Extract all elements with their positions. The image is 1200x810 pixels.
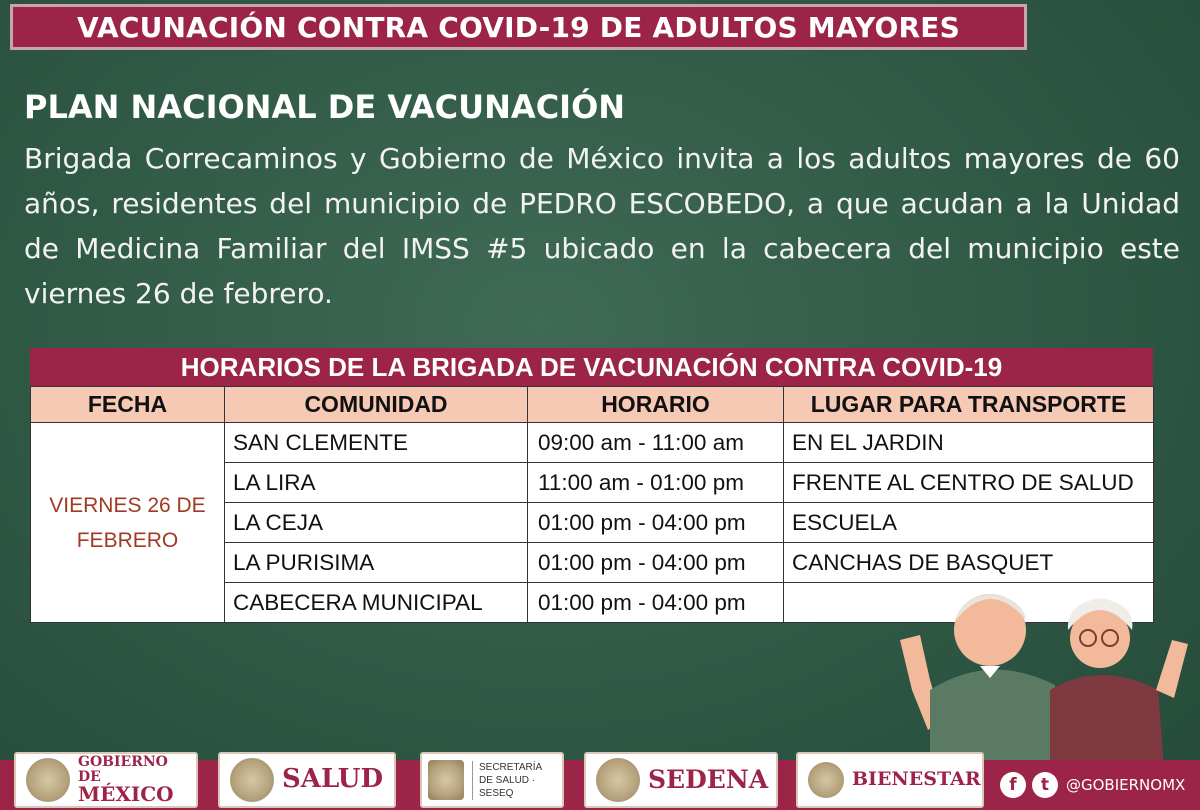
comunidad-cell: LA CEJA	[225, 503, 528, 543]
social-handle[interactable]: @GOBIERNOMX	[1066, 776, 1186, 794]
header-comunidad: COMUNIDAD	[225, 387, 528, 423]
seal-icon	[230, 758, 274, 802]
header-fecha: FECHA	[31, 387, 225, 423]
header-lugar: LUGAR PARA TRANSPORTE	[784, 387, 1154, 423]
table-row	[31, 423, 1154, 463]
logo-salud-text: SALUD	[282, 764, 384, 795]
lugar-cell: CANCHAS DE BASQUET	[784, 543, 1154, 583]
comunidad-cell: SAN CLEMENTE	[225, 423, 528, 463]
logo-bienestar-text: BIENESTAR	[852, 768, 981, 791]
twitter-icon[interactable]: t	[1032, 772, 1058, 798]
facebook-icon[interactable]: f	[1000, 772, 1026, 798]
logo-sedena-text: SEDENA	[648, 764, 769, 794]
logo-bienestar	[796, 752, 984, 808]
fecha-cell: VIERNES 26 DE FEBRERO	[31, 423, 225, 623]
seal-icon	[26, 758, 70, 802]
logo-gobierno-line1: GOBIERNO DE	[78, 753, 168, 785]
lugar-cell: EN EL JARDIN	[784, 423, 1154, 463]
lugar-cell: ESCUELA	[784, 503, 1154, 543]
comunidad-cell: LA LIRA	[225, 463, 528, 503]
logo-sedena	[584, 752, 778, 808]
social-links	[1000, 768, 1185, 802]
elderly-couple-illustration	[890, 580, 1200, 780]
horario-cell: 01:00 pm - 04:00 pm	[528, 583, 784, 623]
title-banner	[10, 4, 1027, 50]
schedule-title: HORARIOS DE LA BRIGADA DE VACUNACIÓN CONTRA COVID-19	[30, 348, 1153, 386]
logo-salud	[218, 752, 396, 808]
header-horario: HORARIO	[528, 387, 784, 423]
intro-paragraph: Brigada Correcaminos y Gobierno de México invita a los adultos mayores de 60 años, residentes del municipio de PEDRO ESCOBEDO, a que acudan a la Unidad de Medicina Familiar del IMSS #5 ubicado en la cabecera del municipio este viernes 26 de febrero.	[24, 142, 1180, 310]
logo-gobierno-de-mexico	[14, 752, 198, 808]
comunidad-cell: CABECERA MUNICIPAL	[225, 583, 528, 623]
horario-cell: 01:00 pm - 04:00 pm	[528, 503, 784, 543]
lugar-cell: FRENTE AL CENTRO DE SALUD	[784, 463, 1154, 503]
horario-cell: 01:00 pm - 04:00 pm	[528, 543, 784, 583]
seal-icon	[428, 760, 464, 800]
logo-queretaro	[420, 752, 564, 808]
logo-gobierno-line2: MÉXICO	[78, 782, 174, 807]
horario-cell: 11:00 am - 01:00 pm	[528, 463, 784, 503]
horario-cell: 09:00 am - 11:00 am	[528, 423, 784, 463]
logo-queretaro-line1: SECRETARÍA	[479, 761, 543, 773]
banner-title: VACUNACIÓN CONTRA COVID-19 DE ADULTOS MAYORES	[76, 10, 960, 44]
plan-heading: PLAN NACIONAL DE VACUNACIÓN	[24, 88, 626, 126]
logo-queretaro-line2: DE SALUD · SESEQ	[479, 774, 536, 799]
header-row	[31, 387, 1154, 423]
seal-icon	[596, 758, 640, 802]
comunidad-cell: LA PURISIMA	[225, 543, 528, 583]
seal-icon	[808, 762, 844, 798]
